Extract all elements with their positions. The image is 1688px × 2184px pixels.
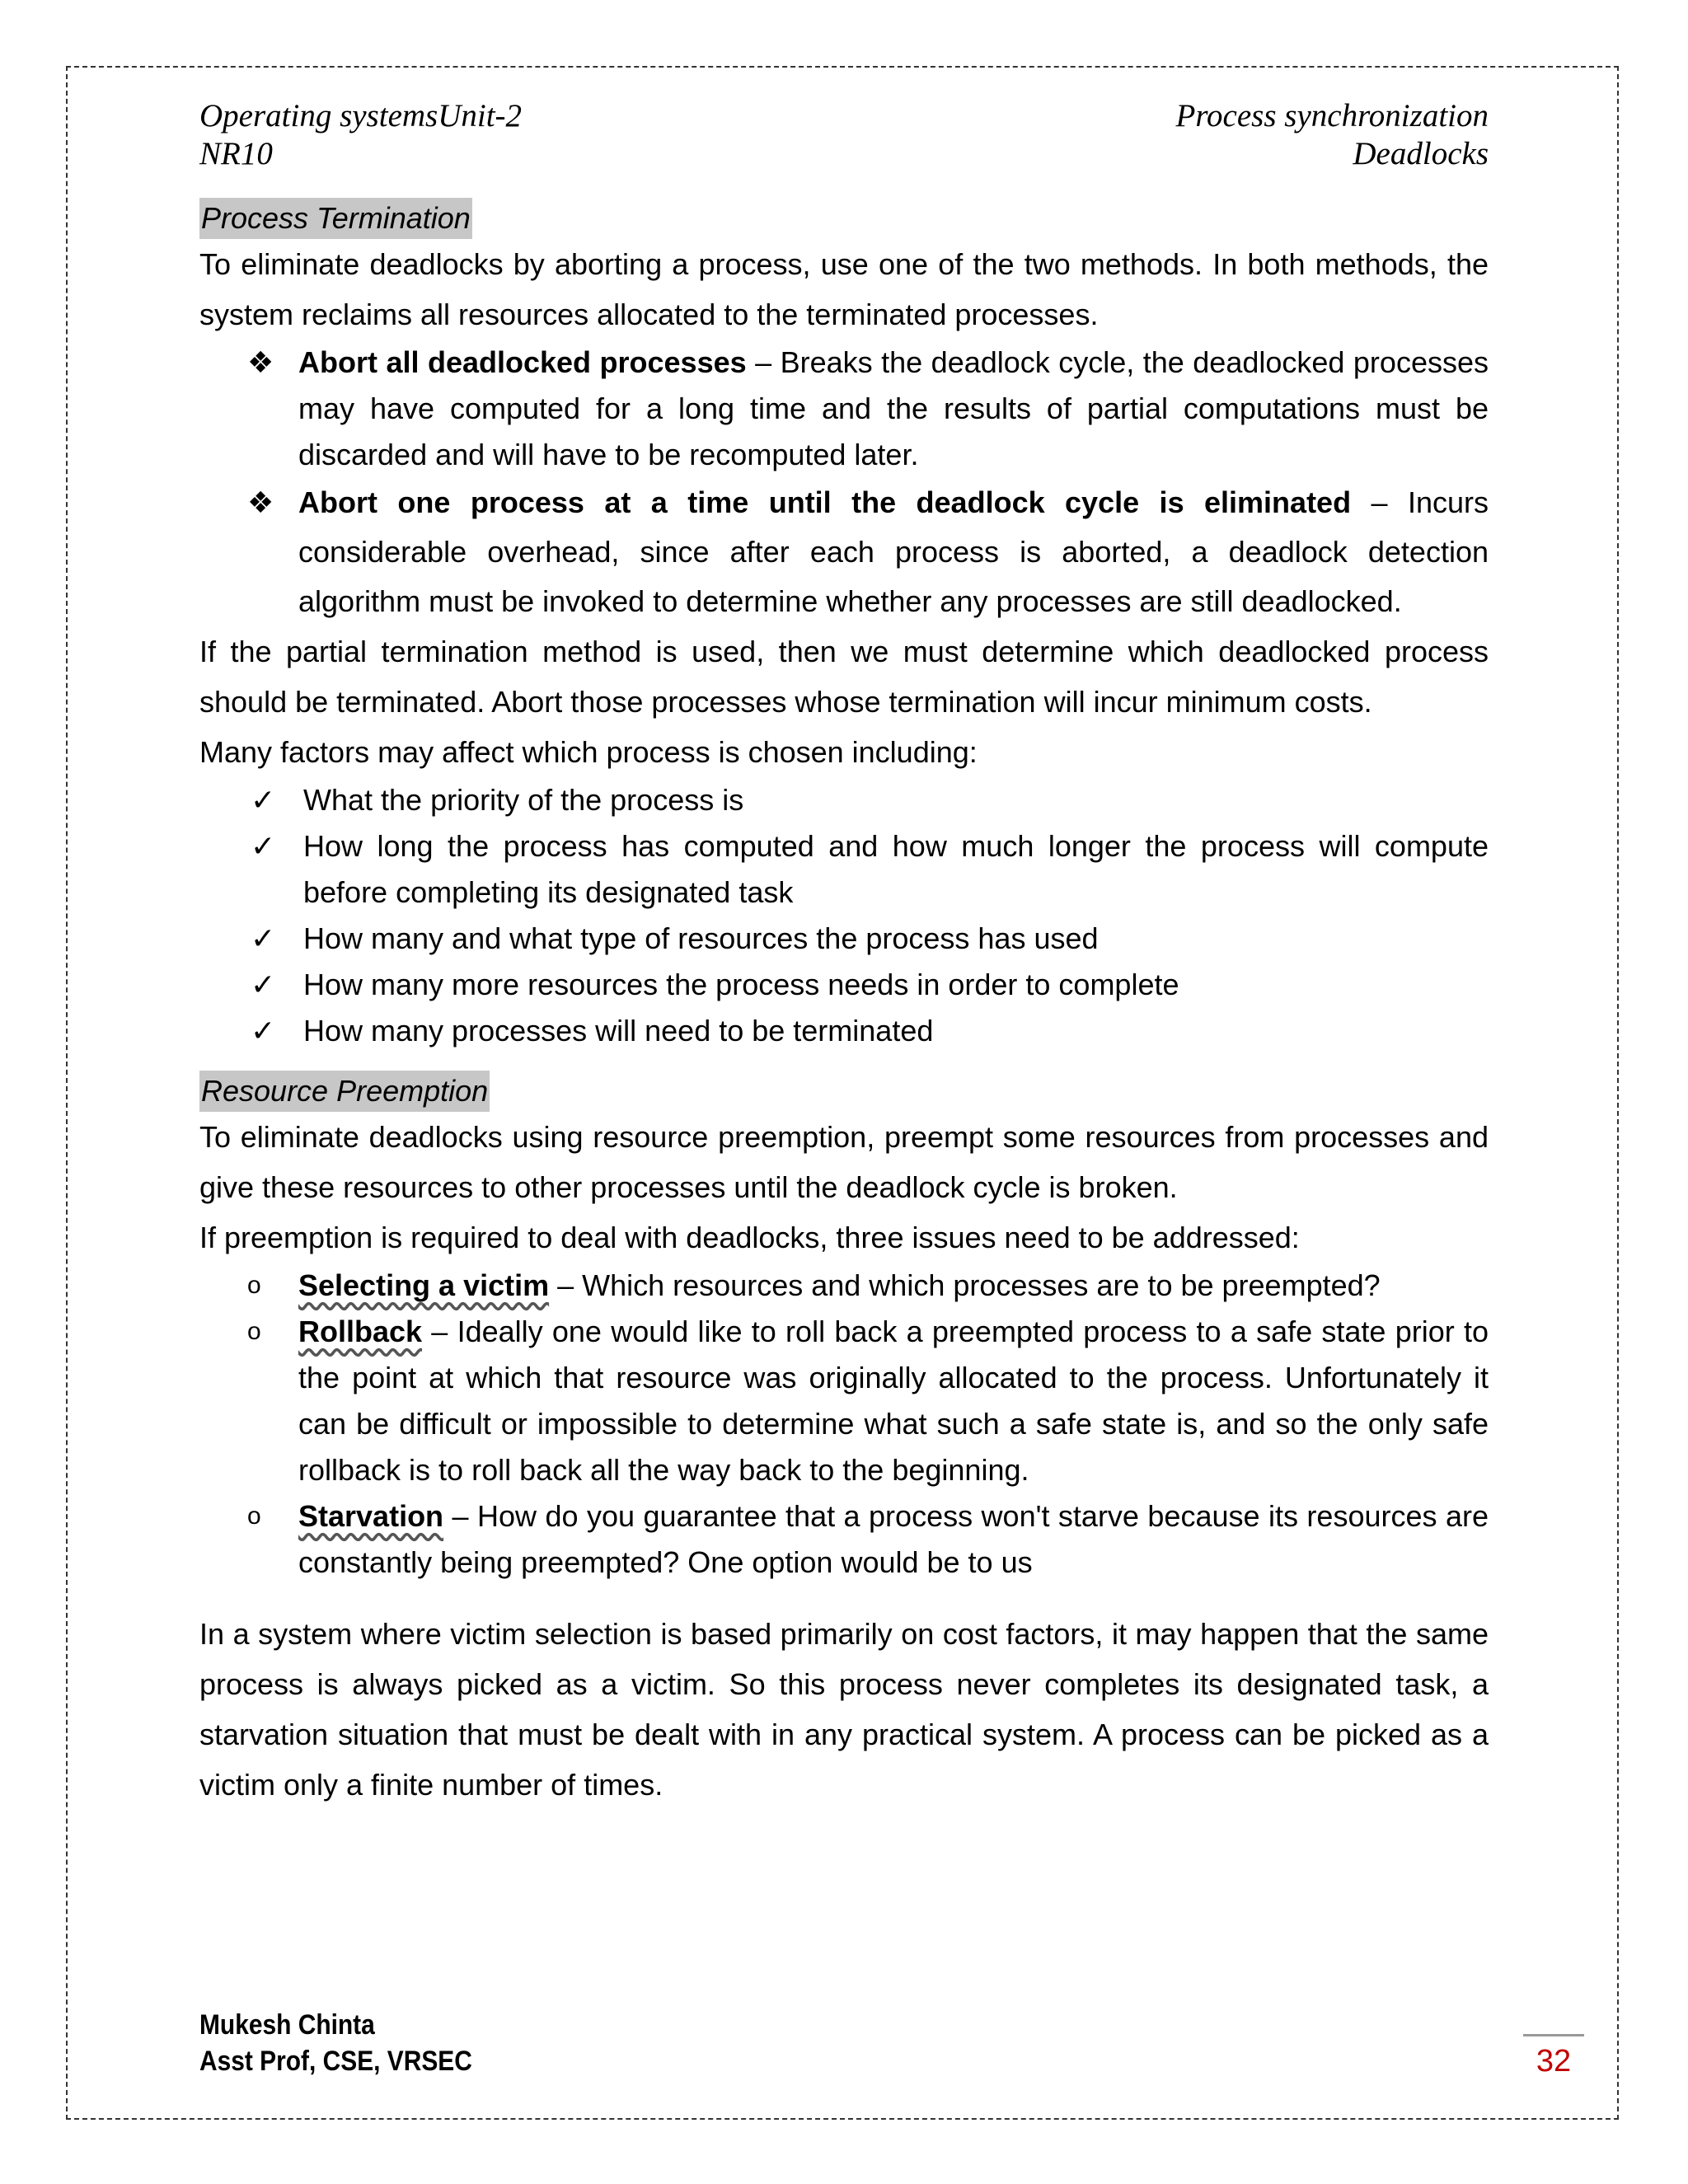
list-item: [199, 962, 1489, 1008]
list-item: [199, 823, 1489, 916]
list-item: [199, 916, 1489, 962]
factor-text: How many and what type of resources the process has used: [303, 921, 1099, 955]
header-course-title: Operating systemsUnit-2: [199, 98, 523, 134]
check-icon: ✓: [251, 783, 276, 817]
check-icon: ✓: [251, 921, 276, 955]
document-body: [199, 198, 1489, 1810]
circle-bullet-list: [199, 1263, 1489, 1586]
issue-term: Rollback: [298, 1315, 423, 1348]
issue-text: – Ideally one would like to roll back a preempted process to a safe state prior to the point at which that resource was originally allocated to the process. Unfortunately it can be difficult or impossible to determine what such a safe state is, and so the only safe rollback is to roll back all the way back to the beginning.: [298, 1315, 1489, 1487]
list-item: [199, 340, 1489, 478]
check-icon: ✓: [251, 1014, 276, 1047]
check-icon: ✓: [251, 829, 276, 863]
issue-text: – How do you guarantee that a process won't starve because its resources are constantly being preempted? One option would be to us: [298, 1499, 1489, 1579]
issue-term: Starvation: [298, 1499, 444, 1533]
running-header: [199, 97, 1489, 173]
factor-text: How many more resources the process needs in order to complete: [303, 968, 1179, 1001]
check-bullet-list: [199, 777, 1489, 1054]
paragraph: To eliminate deadlocks using resource preemption, preempt some resources from processes and give these resources to other processes until the deadlock cycle is broken.: [199, 1120, 1489, 1204]
diamond-bullet-icon: ❖: [247, 485, 274, 519]
section-heading: Resource Preemption: [199, 1071, 490, 1112]
list-item: [199, 1493, 1489, 1586]
footer-designation: Asst Prof, CSE, VRSEC: [199, 2046, 472, 2077]
circle-bullet-icon: o: [247, 1318, 261, 1345]
bullet-term: Abort all deadlocked processes: [298, 345, 747, 379]
list-item: [199, 478, 1489, 626]
issue-text: – Which resources and which processes are to be preempted?: [549, 1268, 1381, 1302]
bullet-term: Abort one process at a time until the deadlock cycle is eliminated: [298, 485, 1352, 519]
diamond-bullet-icon: ❖: [247, 345, 274, 379]
header-subtopic: Deadlocks: [1353, 136, 1489, 171]
circle-bullet-icon: o: [247, 1272, 261, 1299]
paragraph: Many factors may affect which process is chosen including:: [199, 735, 978, 769]
paragraph: To eliminate deadlocks by aborting a process, use one of the two methods. In both methods, the system reclaims all resources allocated to the terminated processes.: [199, 247, 1489, 331]
factor-text: How many processes will need to be terminated: [303, 1014, 934, 1047]
header-regulation: NR10: [199, 136, 273, 171]
bullet-text: – Breaks the deadlock cycle, the deadlocked processes may have computed for a long time and the results of partial computations must be discarded and will have to be recomputed later.: [298, 345, 1489, 471]
section-process-termination: [199, 198, 1489, 1054]
check-icon: ✓: [251, 968, 276, 1001]
list-item: [199, 1263, 1489, 1309]
list-item: [199, 1008, 1489, 1054]
factor-text: What the priority of the process is: [303, 783, 744, 817]
diamond-bullet-list: [199, 340, 1489, 626]
section-resource-preemption: [199, 1071, 1489, 1810]
page-number: 32: [1523, 2034, 1584, 2081]
footer-author: Mukesh Chinta: [199, 2009, 375, 2041]
circle-bullet-icon: o: [247, 1502, 261, 1530]
page-footer: [199, 2007, 472, 2079]
bullet-text: – Incurs considerable overhead, since after each process is aborted, a deadlock detection algorithm must be invoked to determine whether any processes are still deadlocked.: [298, 485, 1489, 618]
paragraph: If preemption is required to deal with deadlocks, three issues need to be addressed:: [199, 1221, 1300, 1254]
factor-text: How long the process has computed and how much longer the process will compute before completing its designated task: [303, 829, 1489, 909]
paragraph: In a system where victim selection is based primarily on cost factors, it may happen that the same process is always picked as a victim. So this process never completes its designated task, a starvation situation that must be dealt with in any practical system. A process can be picked as a victim only a finite number of times.: [199, 1617, 1489, 1802]
list-item: [199, 1309, 1489, 1493]
issue-term: Selecting a victim: [298, 1268, 550, 1302]
list-item: [199, 777, 1489, 823]
header-topic: Process synchronization: [1175, 98, 1489, 134]
paragraph: If the partial termination method is used, then we must determine which deadlocked process should be terminated. Abort those processes whose termination will incur minimum costs.: [199, 635, 1489, 719]
section-heading: Process Termination: [199, 198, 472, 239]
